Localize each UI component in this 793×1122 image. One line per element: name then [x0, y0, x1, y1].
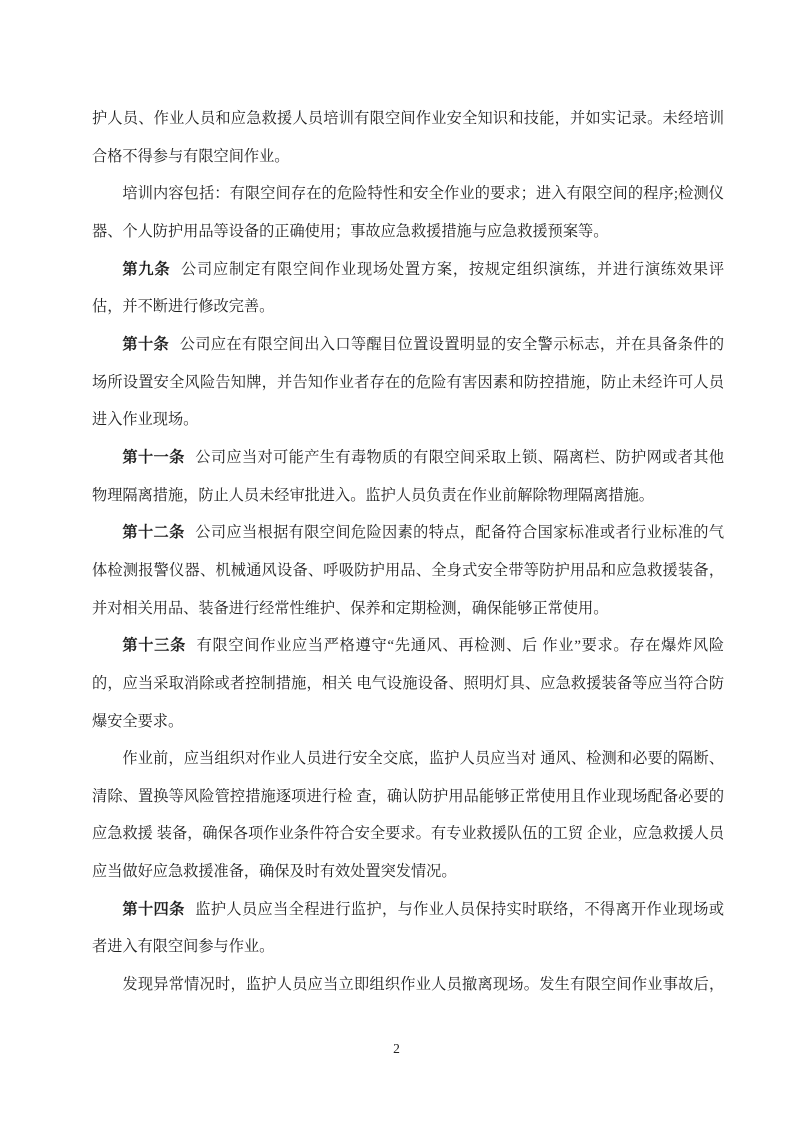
- paragraph-text: 监护人员应当全程进行监护，与作业人员保持实时联络，不得离开作业现场或者进入有限空间参与作业。: [92, 900, 725, 956]
- paragraph-text: 公司应当对可能产生有毒物质的有限空间采取上锁、隔离栏、防护网或者其他物理隔离措施，防止人员未经审批进入。监护人员负责在作业前解除物理隔离措施。: [92, 448, 725, 504]
- paragraph-text: 培训内容包括：有限空间存在的危险特性和安全作业的要求；进入有限空间的程序;检测仪器、个人防护用品等设备的正确使用；事故应急救援措施与应急救援预案等。: [92, 185, 724, 240]
- paragraph-text: 公司应在有限空间出入口等醒目位置设置明显的安全警示标志，并在具备条件的场所设置安全风险告知牌，并告知作业者存在的危险有害因素和防控措施，防止未经许可人员进入作业现场。: [92, 335, 725, 429]
- paragraph-article-14: [92, 891, 724, 966]
- paragraph-text: 公司应当根据有限空间危险因素的特点，配备符合国家标准或者行业标准的气体检测报警仪器、机械通风设备、呼吸防护用品、全身式安全带等防护用品和应急救援装备，并对相关用品、装备进行经常性维护、保养和定期检测，确保能够正常使用。: [92, 524, 725, 617]
- paragraph-training-content: [92, 175, 724, 250]
- page-number: 2: [393, 1041, 400, 1056]
- paragraph-text: 作业前，应当组织对作业人员进行安全交底，监护人员应当对 通风、检测和必要的隔断、清除、置换等风险管控措施逐项进行检 查，确认防护用品能够正常使用且作业现场配备必要的应急救援 装备，确保各项作业条件符合安全要求。有专业救援队伍的工贸 企业，应急救援人员应当做好应急救援准备，确保及时有效处置突发情况。: [92, 750, 724, 881]
- article-number: 第十一条: [122, 448, 185, 466]
- paragraph-article-10: [92, 326, 724, 439]
- article-number: 第十条: [122, 335, 170, 353]
- paragraph-article-12: [92, 514, 724, 627]
- paragraph-text: 公司应制定有限空间作业现场处置方案，按规定组织演练，并进行演练效果评估，并不断进行修改完善。: [92, 260, 725, 316]
- paragraph-pre-job-check: [92, 740, 724, 891]
- paragraph-article-13: [92, 627, 724, 740]
- paragraph-text: 发现异常情况时，监护人员应当立即组织作业人员撤离现场。发生有限空间作业事故后，: [122, 976, 724, 994]
- article-number: 第十四条: [122, 900, 185, 918]
- paragraph-continuation: [92, 100, 724, 175]
- paragraph-article-9: [92, 251, 724, 326]
- article-number: 第十三条: [122, 637, 186, 655]
- paragraph-text: 护人员、作业人员和应急救援人员培训有限空间作业安全知识和技能，并如实记录。未经培训合格不得参与有限空间作业。: [92, 110, 724, 165]
- document-body: [92, 100, 724, 1004]
- article-number: 第九条: [122, 260, 171, 278]
- paragraph-text: 有限空间作业应当严格遵守“先通风、再检测、后 作业”要求。存在爆炸风险的，应当采取消除或者控制措施，相关 电气设施设备、照明灯具、应急救援装备等应当符合防爆安全要求。: [92, 637, 725, 730]
- paragraph-article-11: [92, 439, 724, 514]
- paragraph-abnormal-situation: [92, 966, 724, 1004]
- article-number: 第十二条: [122, 524, 185, 542]
